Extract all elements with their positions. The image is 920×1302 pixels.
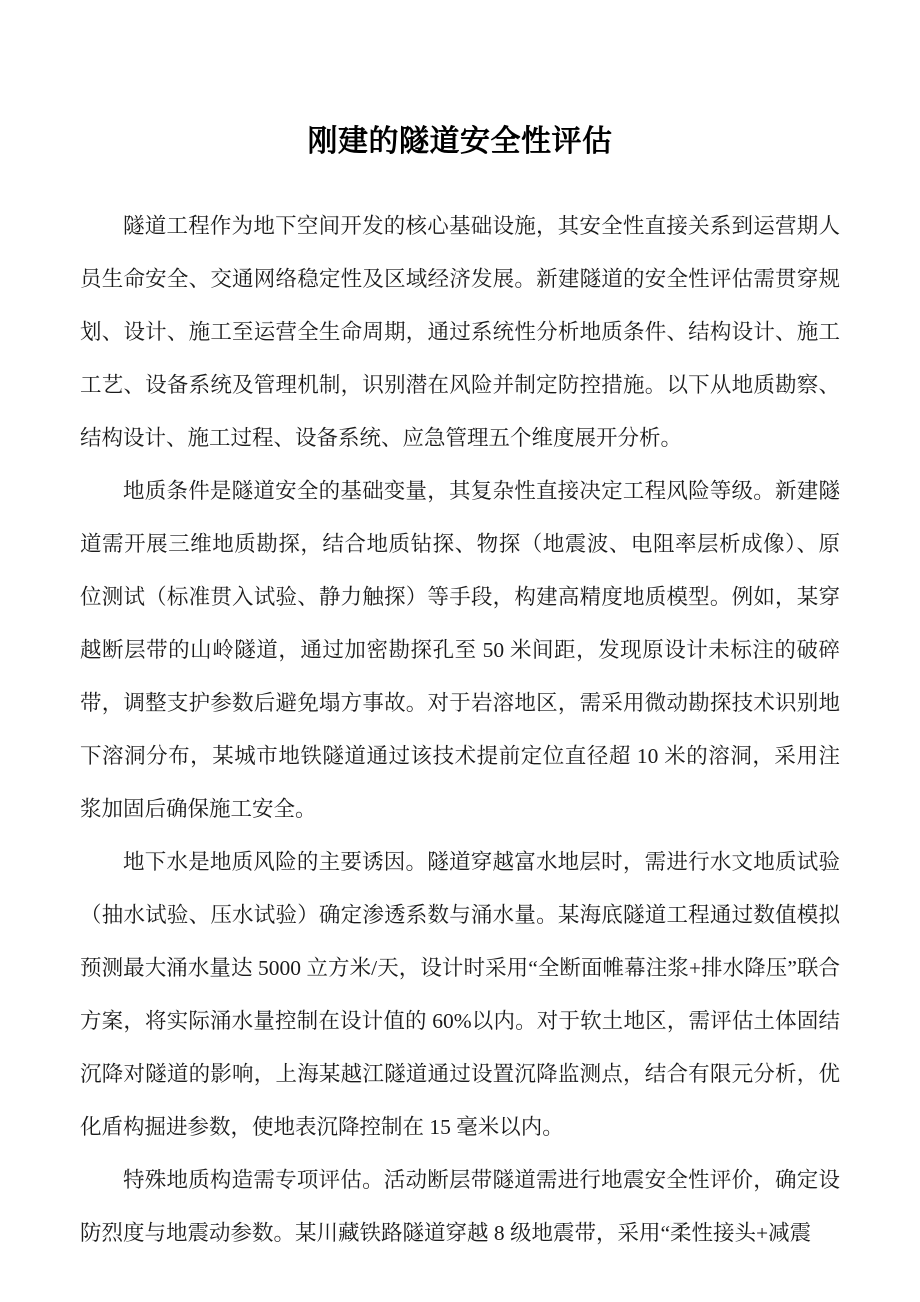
paragraph-4: 特殊地质构造需专项评估。活动断层带隧道需进行地震安全性评价，确定设防烈度与地震动参数。某川藏铁路隧道穿越 8 级地震带，采用“柔性接头+减震: [80, 1168, 840, 1245]
paragraph-1: 隧道工程作为地下空间开发的核心基础设施，其安全性直接关系到运营期人员生命安全、交通网络稳定性及区域经济发展。新建隧道的安全性评估需贯穿规划、设计、施工至运营全生命周期，通过系统性分析地质条件、结构设计、施工工艺、设备系统及管理机制，识别潜在风险并制定防控措施。以下从地质勘察、结构设计、施工过程、设备系统、应急管理五个维度展开分析。: [80, 214, 840, 450]
paragraph-3: 地下水是地质风险的主要诱因。隧道穿越富水地层时，需进行水文地质试验（抽水试验、压水试验）确定渗透系数与涌水量。某海底隧道工程通过数值模拟预测最大涌水量达 5000 立方米/天，设计时采用“全断面帷幕注浆+排水降压”联合方案，将实际涌水量控制在设计值的 60%以内。对于软土地区，需评估土体固结沉降对隧道的影响，上海某越江隧道通过设置沉降监测点，结合有限元分析，优化盾构掘进参数，使地表沉降控制在 15 毫米以内。: [80, 850, 840, 1139]
page-title: 刚建的隧道安全性评估: [307, 125, 613, 158]
document-body: [80, 0, 840, 1260]
paragraph-2: 地质条件是隧道安全的基础变量，其复杂性直接决定工程风险等级。新建隧道需开展三维地质勘探，结合地质钻探、物探（地震波、电阻率层析成像）、原位测试（标准贯入试验、静力触探）等手段，构建高精度地质模型。例如，某穿越断层带的山岭隧道，通过加密勘探孔至 50 米间距，发现原设计未标注的破碎带，调整支护参数后避免塌方事故。对于岩溶地区，需采用微动勘探技术识别地下溶洞分布，某城市地铁隧道通过该技术提前定位直径超 10 米的溶洞，采用注浆加固后确保施工安全。: [80, 479, 840, 821]
